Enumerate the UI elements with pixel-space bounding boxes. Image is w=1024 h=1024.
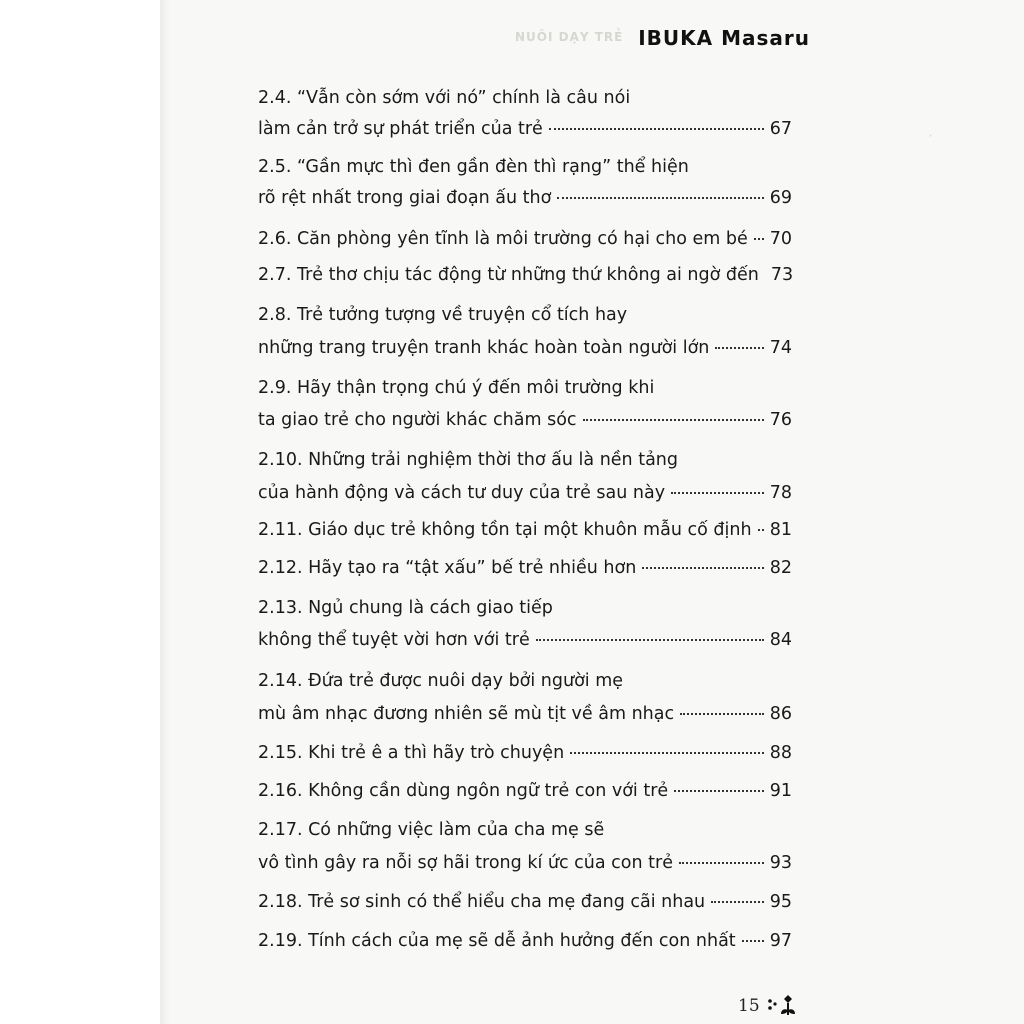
leader-dots [570, 752, 764, 754]
leader-dots [758, 529, 764, 531]
toc-page-number: 73 [770, 265, 794, 285]
leader-dots [549, 128, 764, 130]
toc-entry-title: 2.17. Có những việc làm của cha mẹ sẽ [258, 820, 605, 840]
toc-page-number: 70 [769, 229, 792, 249]
toc-entry-title-cont: vô tình gây ra nỗi sợ hãi trong kí ức của con trẻ [258, 853, 673, 873]
toc-page-number: 97 [769, 931, 792, 951]
toc-entry-title-cont: mù âm nhạc đương nhiên sẽ mù tịt về âm nhạc [258, 704, 675, 724]
leader-dots [583, 419, 764, 421]
leader-dots [557, 197, 763, 199]
toc-entry-title: 2.19. Tính cách của mẹ sẽ dễ ảnh hưởng đến con nhất [258, 931, 736, 951]
toc-page-number: 84 [769, 630, 792, 650]
flower-ornament-icon [766, 992, 800, 1018]
toc-entry-title-cont: không thể tuyệt vời hơn với trẻ [258, 630, 530, 650]
toc-entry-title: 2.14. Đứa trẻ được nuôi dạy bởi người mẹ [258, 671, 624, 691]
toc-entry-title: 2.8. Trẻ tưởng tượng về truyện cổ tích hay [258, 305, 628, 325]
leader-dots [671, 492, 764, 494]
toc-entry-title: 2.9. Hãy thận trọng chú ý đến môi trường khi [258, 378, 655, 398]
bleed-through-mark: · [928, 126, 934, 145]
toc-entry-title-cont: làm cản trở sự phát triển của trẻ [258, 119, 543, 139]
toc-page-number: 91 [769, 781, 792, 801]
toc-page-number: 82 [769, 558, 792, 578]
leader-dots [679, 862, 764, 864]
toc-entry-title: 2.16. Không cần dùng ngôn ngữ trẻ con với trẻ [258, 781, 669, 801]
toc-page-number: 95 [769, 892, 792, 912]
toc-entry-title-cont: của hành động và cách tư duy của trẻ sau này [258, 483, 666, 503]
leader-dots [680, 713, 764, 715]
toc-page-number: 81 [769, 520, 792, 540]
toc-entry-title: 2.11. Giáo dục trẻ không tồn tại một khuôn mẫu cố định [258, 520, 752, 540]
toc-entry-title-cont: rõ rệt nhất trong giai đoạn ấu thơ [258, 188, 552, 208]
toc-page-number: 78 [769, 483, 792, 503]
toc-entry-title: 2.7. Trẻ thơ chịu tác động từ những thứ không ai ngờ đến [258, 265, 759, 285]
toc-entry-title: 2.15. Khi trẻ ê a thì hãy trò chuyện [258, 743, 565, 763]
toc-entry-title: 2.4. “Vẫn còn sớm với nó” chính là câu nói [258, 88, 631, 108]
toc-page-number: 74 [769, 338, 792, 358]
leader-dots [536, 639, 764, 641]
running-header-author: IBUKA Masaru [638, 26, 810, 50]
leader-dots [674, 790, 764, 792]
toc-page-number: 76 [769, 410, 792, 430]
toc-entry-title-cont: ta giao trẻ cho người khác chăm sóc [258, 410, 577, 430]
toc-entry-title: 2.18. Trẻ sơ sinh có thể hiểu cha mẹ đang cãi nhau [258, 892, 706, 912]
toc-entry-title-cont: những trang truyện tranh khác hoàn toàn người lớn [258, 338, 710, 358]
toc-page-number: 93 [769, 853, 792, 873]
leader-dots [715, 347, 763, 349]
leader-dots [754, 238, 764, 240]
toc-entry-title: 2.12. Hãy tạo ra “tật xấu” bế trẻ nhiều hơn [258, 558, 637, 578]
toc-entry-title: 2.5. “Gần mực thì đen gần đèn thì rạng” thể hiện [258, 157, 689, 177]
leader-dots [742, 940, 764, 942]
toc-entry-title: 2.10. Những trải nghiệm thời thơ ấu là nền tảng [258, 450, 678, 470]
leader-dots [642, 567, 763, 569]
toc-page-number: 69 [769, 188, 792, 208]
bleed-through-header: NUÔI DẠY TRẺ [515, 30, 624, 44]
leader-dots [711, 901, 764, 903]
page-folio-number: 15 [738, 996, 760, 1016]
toc-page-number: 88 [769, 743, 792, 763]
toc-entry-title: 2.6. Căn phòng yên tĩnh là môi trường có hại cho em bé [258, 229, 748, 249]
toc-entry-title: 2.13. Ngủ chung là cách giao tiếp [258, 598, 553, 618]
toc-page-number: 67 [769, 119, 792, 139]
toc-page-number: 86 [769, 704, 792, 724]
